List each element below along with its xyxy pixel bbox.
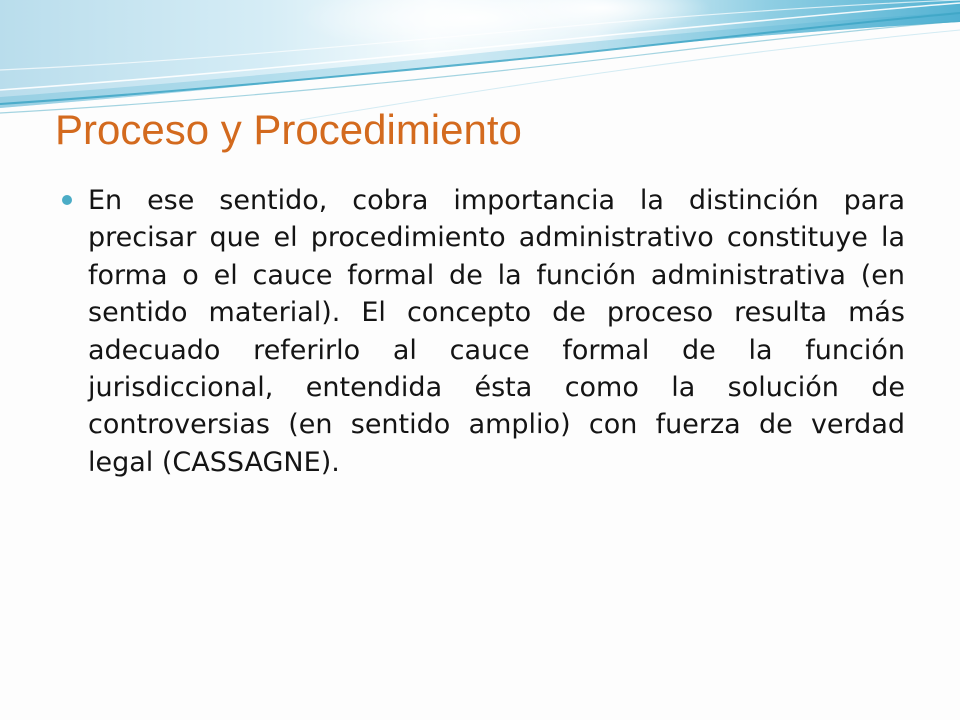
- body-text-line: sentido material). El concepto de proceso resulta más: [88, 297, 905, 329]
- body-text-line: forma o el cauce formal de la función administrativa (en: [88, 259, 905, 291]
- body-text-line: adecuado referirlo al cauce formal de la función: [88, 334, 905, 366]
- body-text-line: En ese sentido, cobra importancia la distinción para: [88, 185, 905, 216]
- body-text-line: precisar que el procedimiento administrativo constituye la: [88, 222, 905, 254]
- round-bullet-icon: [62, 195, 72, 205]
- body-text-line: controversias (en sentido amplio) con fuerza de verdad: [88, 409, 905, 441]
- slide-title: Proceso y Procedimiento: [55, 106, 522, 153]
- body-text-line: legal (CASSAGNE).: [88, 446, 340, 478]
- bullet-paragraph: [88, 182, 905, 481]
- body-text-line: jurisdiccional, entendida ésta como la solución de: [88, 371, 905, 403]
